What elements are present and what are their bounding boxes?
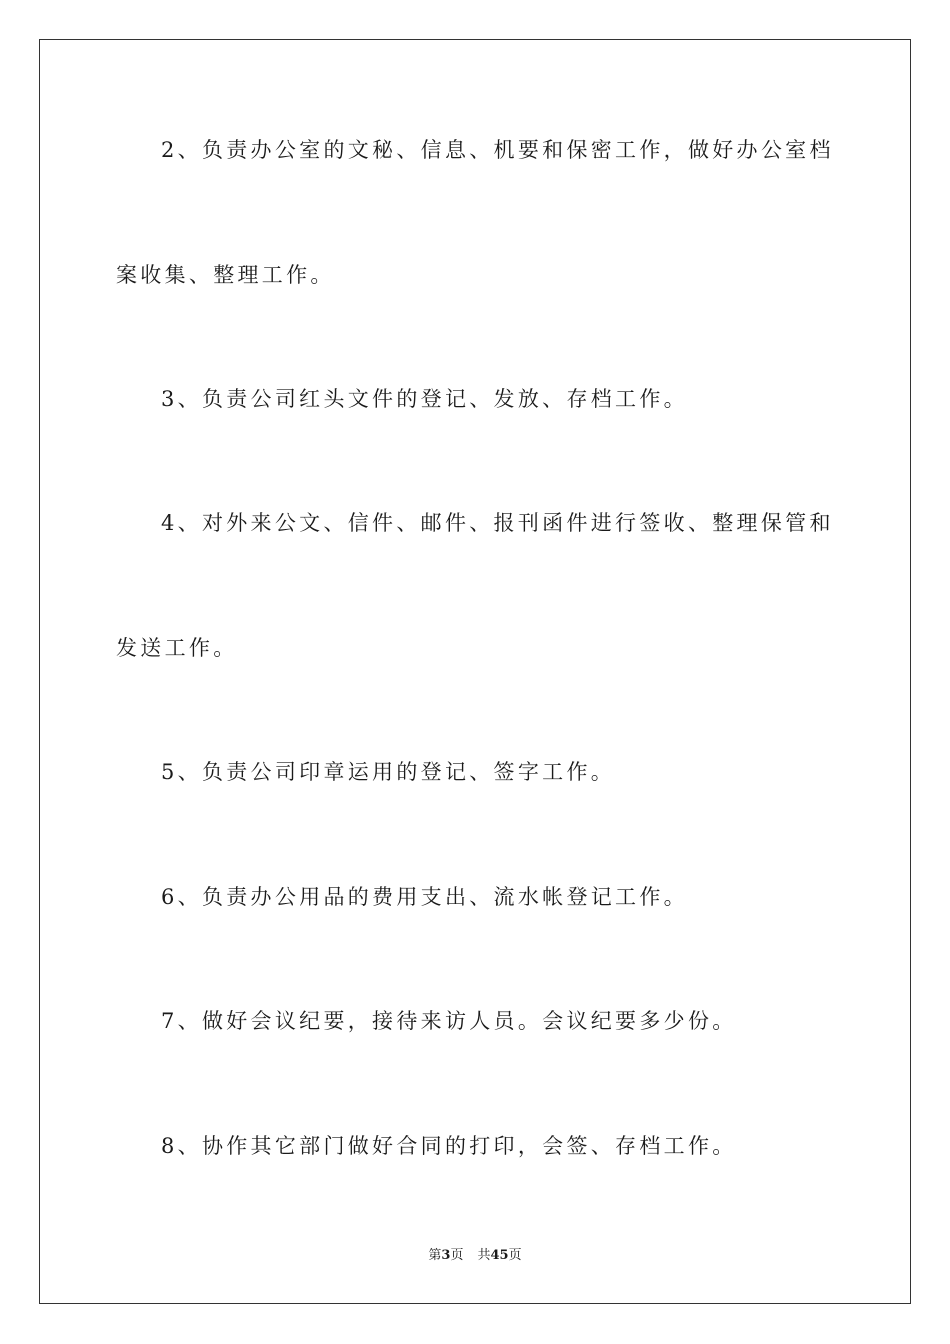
- page-footer: [0, 1247, 950, 1265]
- paragraph-item-5: 5、负责公司印章运用的登记、签字工作。: [161, 760, 616, 784]
- paragraph-item-2-line-1: 2、负责办公室的文秘、信息、机要和保密工作，做好办公室档: [161, 138, 834, 162]
- page-number: 3: [441, 1248, 451, 1263]
- page-suffix: 页: [450, 1248, 464, 1263]
- paragraph-item-7: 7、做好会议纪要，接待来访人员。会议纪要多少份。: [161, 1009, 737, 1033]
- paragraph-item-8: 8、协作其它部门做好合同的打印，会签、存档工作。: [161, 1134, 737, 1158]
- total-pages: 45: [490, 1248, 509, 1263]
- page-border: [39, 39, 911, 1304]
- paragraph-item-2-line-2: 案收集、整理工作。: [116, 263, 335, 287]
- page-prefix: 第: [428, 1248, 442, 1263]
- paragraph-item-3: 3、负责公司红头文件的登记、发放、存档工作。: [161, 387, 688, 411]
- paragraph-item-6: 6、负责办公用品的费用支出、流水帐登记工作。: [161, 885, 688, 909]
- paragraph-item-4-line-1: 4、对外来公文、信件、邮件、报刊函件进行签收、整理保管和: [161, 511, 834, 535]
- total-prefix: 共: [477, 1248, 491, 1263]
- total-suffix: 页: [508, 1248, 522, 1263]
- paragraph-item-4-line-2: 发送工作。: [116, 636, 238, 660]
